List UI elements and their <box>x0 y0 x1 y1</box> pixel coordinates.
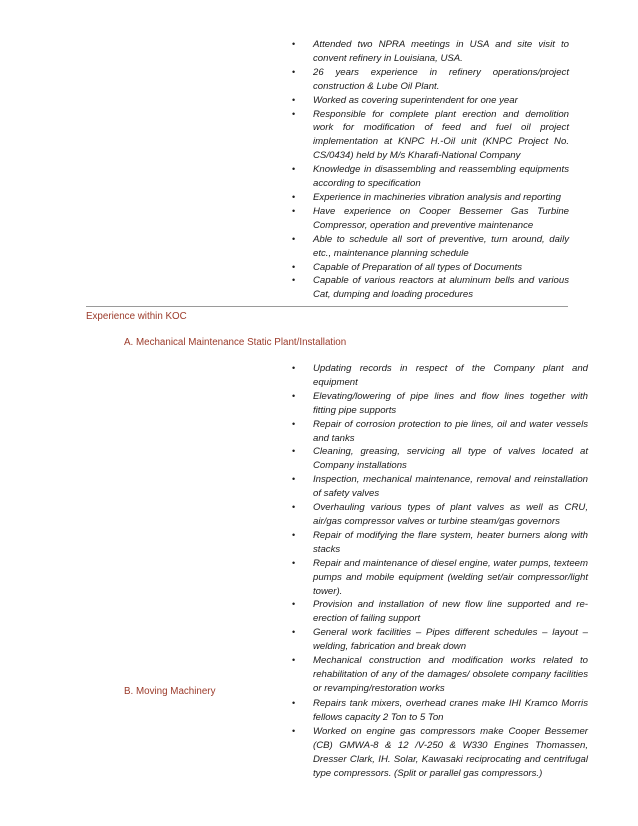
bullet-icon: • <box>292 66 296 77</box>
list-item-text: Elevating/lowering of pipe lines and flow lines together with fitting pipe supports <box>313 390 588 416</box>
list-item <box>291 66 569 94</box>
list-item-text: Inspection, mechanical maintenance, removal and reinstallation of safety valves <box>313 474 588 500</box>
subsection-b-heading: B. Moving Machinery <box>124 686 216 697</box>
list-item-text: Provision and installation of new flow line supported and re-erection of failing support <box>313 599 588 625</box>
bullet-icon: • <box>292 627 296 638</box>
list-item <box>291 501 588 529</box>
subsection-b-bullet-list <box>291 697 588 780</box>
list-item <box>291 205 569 233</box>
list-item <box>291 94 569 108</box>
list-item-text: Worked on engine gas compressors make Cooper Bessemer (CB) GMWA-8 & 12 /V-250 & W330 Engines Thomassen, Dresser Clark, IH. Solar, Kawasaki reciprocating and centrifugal type compressors. (Split or parallel gas compressors.) <box>313 725 588 779</box>
list-item-text: 26 years experience in refinery operations/project construction & Lube Oil Plant. <box>313 66 569 92</box>
list-item-text: Attended two NPRA meetings in USA and site visit to convent refinery in Louisiana, USA. <box>313 39 569 64</box>
list-item-text: Capable of Preparation of all types of Documents <box>313 261 523 273</box>
bullet-icon: • <box>292 39 296 49</box>
list-item-text: Experience in machineries vibration analysis and reporting <box>313 191 561 203</box>
list-item-text: Worked as covering superintendent for one year <box>313 94 518 106</box>
list-item-text: Updating records in respect of the Company plant and equipment <box>313 363 588 388</box>
bullet-icon: • <box>292 191 296 202</box>
bullet-icon: • <box>292 363 296 373</box>
bullet-icon: • <box>292 108 296 119</box>
top-bullet-list <box>291 38 569 302</box>
bullet-icon: • <box>292 446 296 457</box>
list-item <box>291 473 588 501</box>
list-item <box>291 108 569 164</box>
list-item-text: Capable of various reactors at aluminum bells and various Cat, dumping and loading procedures <box>313 275 569 301</box>
list-item-text: Repair of modifying the flare system, heater burners along with stacks <box>313 529 588 555</box>
list-item <box>291 557 588 599</box>
list-item <box>291 529 588 557</box>
bullet-icon: • <box>292 275 296 286</box>
bullet-icon: • <box>292 725 296 736</box>
list-item-text: Repair and maintenance of diesel engine, water pumps, texteem pumps and mobile equipment (welding set/air compressor/light tower). <box>313 557 588 597</box>
bullet-icon: • <box>292 557 296 568</box>
bullet-icon: • <box>292 655 296 666</box>
list-item <box>291 418 588 446</box>
list-item <box>291 626 588 654</box>
list-item <box>291 598 588 626</box>
list-item <box>291 390 588 418</box>
bullet-icon: • <box>292 205 296 216</box>
bullet-icon: • <box>292 418 296 429</box>
list-item <box>291 38 569 66</box>
list-item-text: Knowledge in disassembling and reassembling equipments according to specification <box>313 164 569 190</box>
list-item-text: Mechanical construction and modification works related to rehabilitation of any of the damages/ obsolete company facilities or revamping/restoration works <box>313 655 588 694</box>
list-item <box>291 445 588 473</box>
list-item <box>291 362 588 390</box>
section-divider <box>86 306 568 307</box>
list-item <box>291 274 569 302</box>
list-item-text: Repairs tank mixers, overhead cranes make IHI Kramco Morris fellows capacity 2 Ton to 5 Ton <box>313 698 588 723</box>
bullet-icon: • <box>292 233 296 244</box>
subsection-a-heading: A. Mechanical Maintenance Static Plant/Installation <box>124 337 347 348</box>
list-item <box>291 233 569 261</box>
list-item <box>291 163 569 191</box>
list-item-text: Responsible for complete plant erection and demolition work for modification of feed and fuel oil project implementation at KNPC H.-Oil unit (KNPC Project No. CS/0434) held by M/s Kharafi-National Company <box>313 108 569 162</box>
bullet-icon: • <box>292 599 296 610</box>
list-item-text: Repair of corrosion protection to pie lines, oil and water vessels and tanks <box>313 418 588 444</box>
bullet-icon: • <box>292 474 296 485</box>
list-item <box>291 725 588 781</box>
list-item-text: Overhauling various types of plant valves as well as CRU, air/gas compressor valves or turbine steam/gas governors <box>313 502 588 527</box>
list-item <box>291 261 569 275</box>
subsection-a-bullet-list <box>291 362 588 696</box>
list-item <box>291 654 588 696</box>
list-item-text: General work facilities – Pipes different schedules – layout – welding, fabrication and break down <box>313 627 588 653</box>
list-item <box>291 697 588 725</box>
section-heading: Experience within KOC <box>86 311 187 322</box>
bullet-icon: • <box>292 390 296 401</box>
bullet-icon: • <box>292 261 296 272</box>
list-item-text: Have experience on Cooper Bessemer Gas Turbine Compressor, operation and preventive maintenance <box>313 205 569 231</box>
bullet-icon: • <box>292 502 296 513</box>
list-item-text: Cleaning, greasing, servicing all type of valves located at Company installations <box>313 446 588 472</box>
list-item-text: Able to schedule all sort of preventive, turn around, daily etc., maintenance planning schedule <box>313 233 569 259</box>
bullet-icon: • <box>292 94 296 105</box>
bullet-icon: • <box>292 698 296 708</box>
bullet-icon: • <box>292 164 296 175</box>
bullet-icon: • <box>292 529 296 540</box>
list-item <box>291 191 569 205</box>
